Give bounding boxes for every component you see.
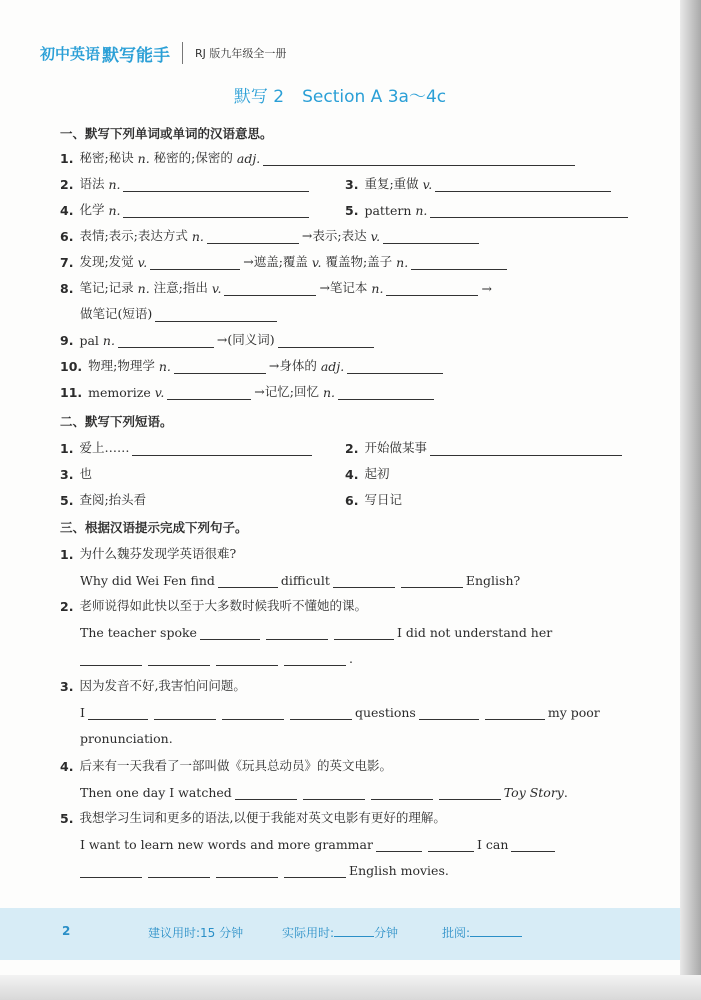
- sentence-1-prompt: 1. 为什么魏芬发现学英语很难?: [60, 546, 237, 562]
- header-divider: [182, 42, 183, 64]
- answer-blank[interactable]: [383, 230, 479, 244]
- answer-blank[interactable]: [150, 256, 240, 270]
- sentence-5: I want to learn new words and more grammar I can: [80, 834, 558, 852]
- answer-blank[interactable]: [263, 152, 575, 166]
- phrase-item: 5. 查阅;抬头看: [60, 492, 147, 508]
- book-spine-shadow: [680, 0, 701, 1000]
- question-6: 6. 表情;表示;表达方式 n. →表示;表达 v.: [60, 226, 482, 244]
- answer-blank[interactable]: [347, 360, 443, 374]
- phrase-item: 3. 也: [60, 466, 92, 482]
- question-4: 4. 化学 n.: [60, 200, 312, 218]
- answer-blank[interactable]: [80, 652, 142, 666]
- title-main: 默写 2: [233, 87, 285, 107]
- answer-blank[interactable]: [376, 838, 422, 852]
- question-5: 5. pattern n.: [345, 200, 631, 218]
- answer-blank[interactable]: [371, 786, 433, 800]
- answer-blank[interactable]: [290, 706, 352, 720]
- sentence-2-prompt: 2. 老师说得如此快以至于大多数时候我听不懂她的课。: [60, 598, 367, 614]
- answer-blank[interactable]: [222, 706, 284, 720]
- answer-blank[interactable]: [430, 442, 622, 456]
- answer-blank[interactable]: [80, 864, 142, 878]
- answer-blank[interactable]: [284, 864, 346, 878]
- answer-blank[interactable]: [216, 864, 278, 878]
- sentence-3: I questions my poor: [80, 705, 600, 720]
- answer-blank[interactable]: [386, 282, 478, 296]
- answer-blank[interactable]: [266, 626, 328, 640]
- answer-blank[interactable]: [132, 442, 312, 456]
- question-10: 10. 物理;物理学 n. →身体的 adj.: [60, 356, 446, 374]
- answer-blank[interactable]: [216, 652, 278, 666]
- brand-name: 初中英语: [40, 44, 101, 63]
- page-footer: [0, 922, 680, 944]
- question-3: 3. 重复;重做 v.: [345, 174, 614, 192]
- part3-heading: 三、根据汉语提示完成下列句子。: [60, 520, 248, 535]
- answer-blank[interactable]: [333, 574, 395, 588]
- answer-blank[interactable]: [278, 334, 374, 348]
- answer-blank[interactable]: [435, 178, 611, 192]
- page-title: [0, 82, 680, 107]
- title-section: Section A 3a〜4c: [302, 87, 447, 107]
- answer-blank[interactable]: [167, 386, 251, 400]
- answer-blank[interactable]: [154, 706, 216, 720]
- page-bottom-shadow: [0, 975, 701, 1000]
- page-header: [40, 40, 286, 66]
- answer-blank[interactable]: [401, 574, 463, 588]
- answer-blank[interactable]: [148, 864, 210, 878]
- sentence-5-prompt: 5. 我想学习生词和更多的语法,以便于我能对英文电影有更好的理解。: [60, 810, 446, 826]
- part1-heading: 一、默写下列单词或单词的汉语意思。: [60, 126, 273, 141]
- sentence-1: Why did Wei Fen find difficult English?: [80, 573, 521, 588]
- review-blank[interactable]: [470, 924, 522, 937]
- part2-heading: 二、默写下列短语。: [60, 414, 173, 429]
- answer-blank[interactable]: [148, 652, 210, 666]
- question-11: 11. memorize v. →记忆;回忆 n.: [60, 382, 437, 400]
- answer-blank[interactable]: [411, 256, 507, 270]
- answer-blank[interactable]: [428, 838, 474, 852]
- phrase-item: 2. 开始做某事: [345, 438, 625, 456]
- answer-blank[interactable]: [207, 230, 299, 244]
- answer-blank[interactable]: [123, 178, 309, 192]
- answer-blank[interactable]: [155, 308, 277, 322]
- answer-blank[interactable]: [439, 786, 501, 800]
- brand-subname: 默写能手: [102, 45, 171, 66]
- question-9: 9. pal n. →(同义词): [60, 330, 377, 348]
- sentence-2-line2: .: [80, 648, 353, 666]
- question-7: 7. 发现;发觉 v. →遮盖;覆盖 v. 覆盖物;盖子 n.: [60, 252, 510, 270]
- sentence-4-prompt: 4. 后来有一天我看了一部叫做《玩具总动员》的英文电影。: [60, 758, 392, 774]
- sentence-2: The teacher spoke I did not understand her: [80, 625, 553, 640]
- review-label: 批阅:: [442, 924, 522, 941]
- sentence-5-line2: English movies.: [80, 860, 449, 878]
- phrase-item: 1. 爱上……: [60, 438, 315, 456]
- sentence-3-line2: pronunciation.: [80, 731, 173, 746]
- answer-blank[interactable]: [218, 574, 278, 588]
- page-number: 2: [62, 924, 71, 938]
- answer-blank[interactable]: [430, 204, 628, 218]
- answer-blank[interactable]: [174, 360, 266, 374]
- answer-blank[interactable]: [284, 652, 346, 666]
- answer-blank[interactable]: [88, 706, 148, 720]
- phrase-item: 6. 写日记: [345, 492, 402, 508]
- actual-time-label: 实际用时: 分钟: [282, 926, 399, 940]
- answer-blank[interactable]: [303, 786, 365, 800]
- answer-blank[interactable]: [118, 334, 214, 348]
- question-2: 2. 语法 n.: [60, 174, 312, 192]
- actual-time-blank[interactable]: [334, 924, 374, 937]
- answer-blank[interactable]: [338, 386, 434, 400]
- answer-blank[interactable]: [235, 786, 297, 800]
- answer-blank[interactable]: [123, 204, 309, 218]
- answer-blank[interactable]: [419, 706, 479, 720]
- question-1: 1. 秘密;秘诀 n. 秘密的;保密的 adj.: [60, 148, 578, 166]
- answer-blank[interactable]: [334, 626, 394, 640]
- phrase-item: 4. 起初: [345, 466, 390, 482]
- answer-blank[interactable]: [485, 706, 545, 720]
- sentence-3-prompt: 3. 因为发音不好,我害怕问问题。: [60, 678, 246, 694]
- suggested-time: 建议用时:15 分钟: [148, 926, 244, 940]
- answer-blank[interactable]: [511, 838, 555, 852]
- book-edition: RJ 版九年级全一册: [195, 47, 287, 60]
- sentence-4: Then one day I watched Toy Story .: [80, 785, 568, 800]
- question-8-line2: 做笔记(短语): [80, 304, 280, 322]
- question-8: 8. 笔记;记录 n. 注意;指出 v. →笔记本 n. →: [60, 280, 492, 296]
- answer-blank[interactable]: [224, 282, 316, 296]
- answer-blank[interactable]: [200, 626, 260, 640]
